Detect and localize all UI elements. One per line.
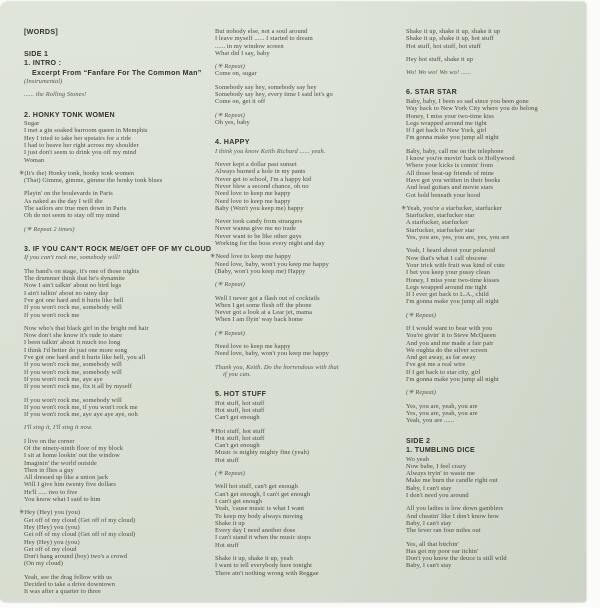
- lyric-line: Hot stuff: [215, 456, 239, 464]
- lyric-line: You know what I said to him: [24, 496, 101, 504]
- lyric-line: Oh yes, baby: [215, 118, 250, 126]
- lyric-line: Need love to keep me happy: [215, 197, 291, 205]
- lyric-line: Starfucker, starfucker star: [406, 226, 475, 234]
- lyric-block: [406, 88, 584, 141]
- lyric-line: Hot stuff: [215, 541, 239, 549]
- lyric-line: Wo yeah: [406, 455, 430, 463]
- lyric-block: [24, 397, 202, 419]
- lyric-line: I know you're movin' back to Hollywood: [406, 155, 515, 163]
- lyric-line: But nobody else, not a soul around: [215, 28, 308, 35]
- lyric-line: Get off of my cloud (Get off of my cloud): [24, 516, 136, 524]
- lyric-block: [215, 112, 393, 127]
- lyric-line: Starfucker, starfucker star: [406, 212, 475, 220]
- lyric-line: Honey, I miss your two-time kiss: [406, 112, 494, 120]
- lyric-line: If you won't rock me, fix it all by myself: [24, 383, 132, 391]
- lyric-block: [24, 574, 202, 596]
- lyric-block: [406, 541, 584, 570]
- section-heading: 5. HOT STUFF: [215, 390, 267, 399]
- lyric-line: Now don't she know it's rude to stare: [24, 332, 123, 340]
- lyric-line: Will I give him twenty five dollars: [24, 481, 116, 489]
- lyric-line: Somebody say hey, somebody say hey: [215, 83, 317, 91]
- lyric-line: Now who's that black girl in the bright red hair: [24, 324, 149, 332]
- direction-line: (✳ Repeat 2 times): [24, 225, 75, 233]
- lyric-line: Can't get enough, I can't get enough: [215, 490, 311, 498]
- section-heading: 6. STAR STAR: [406, 88, 458, 97]
- lyric-line: And cheatin' like I don't know how: [406, 512, 500, 520]
- lyrics-sheet: [0, 2, 586, 602]
- lyric-line: Need love to keep me happy: [215, 343, 291, 350]
- lyric-line: Make me burn the candle right out: [406, 477, 498, 485]
- section-heading: 1. INTRO :: [24, 59, 62, 67]
- direction-line: I think you know Keith Richard ...... yeah.: [215, 147, 326, 155]
- lyric-block: [24, 424, 202, 431]
- lyric-block: [406, 28, 584, 50]
- lyric-line: I've got me a real wire: [406, 361, 466, 369]
- column-1: [19, 28, 212, 602]
- section-heading: SIDE 2: [406, 436, 431, 445]
- lyric-line: Hot stuff, hot stuff: [215, 434, 265, 442]
- lyric-line: Never blew a second chance, oh no: [215, 182, 309, 190]
- lyric-block: [215, 555, 393, 577]
- lyric-line: We oughta do the silver screen: [406, 346, 488, 354]
- lyric-line: Never kept a dollar past sunset: [215, 161, 297, 169]
- lyric-line: If you won't rock me, aye aye aye aye, ooh: [24, 411, 138, 419]
- lyric-block: [215, 84, 393, 106]
- lyric-line: Your trick with fruit was kind of cute: [406, 261, 505, 269]
- lyric-line: All you ladies is low down gamblers: [406, 505, 504, 513]
- lyric-line: If you won't rock me, somebody will: [24, 361, 122, 369]
- lyric-block: [24, 438, 202, 504]
- lyric-line: Has got my poor ear itchin': [406, 547, 479, 555]
- lyric-line: Don't hang around (boy) two's a crowd: [24, 553, 128, 561]
- lyric-line: All those beat-up friends of mine: [406, 169, 494, 177]
- lyric-block: [215, 343, 393, 358]
- lyric-line: Hot stuff, hot stuff: [215, 399, 265, 407]
- lyric-block: [215, 138, 393, 155]
- direction-line: (✳ Repeat): [215, 281, 245, 289]
- lyric-line: You're givin' it to Steve McQueen: [406, 332, 496, 340]
- lyric-line: Decided to take a drive downtown: [24, 581, 116, 589]
- lyric-block: [215, 295, 393, 324]
- lyric-line: If you won't rock me: [24, 311, 80, 319]
- lyric-line: Music is mighty mighty fine (yeah): [215, 449, 310, 457]
- lyric-line: Come on, sugar: [215, 70, 257, 78]
- lyric-line: Legs wrapped around me tight: [406, 283, 487, 291]
- lyric-line: ...... in my window screen: [215, 42, 284, 50]
- lyric-block: [406, 389, 584, 396]
- lyric-line: Yes, you are, yeah, you are: [406, 402, 478, 410]
- lyric-line: And get away, as far away: [406, 354, 476, 362]
- lyric-line: Never took candy from strangers: [215, 218, 303, 226]
- lyric-line: Where your kicks is comin' from: [406, 162, 494, 170]
- lyric-line: Yeah, you are ......: [406, 417, 455, 425]
- lyric-line: I sit at home lookin' out the window: [24, 452, 120, 460]
- lyrics-columns: [0, 2, 586, 602]
- direction-line: (✳ Repeat): [406, 389, 436, 397]
- lyric-line: Every day I need another dose: [215, 527, 296, 535]
- lyric-block: [406, 56, 584, 63]
- lyric-line: To keep my body always moving: [215, 512, 303, 520]
- lyric-line: I had to heave her right across my shoulder: [24, 141, 139, 149]
- lyric-line: Now that's what I call obscene: [406, 254, 487, 262]
- lyric-line: I'm gonna make you jump all night: [406, 298, 499, 306]
- lyric-line: Way back to New York City where you do belong: [406, 105, 538, 113]
- lyric-block: [24, 244, 212, 262]
- lyric-line: I think I'd better do just one more song: [24, 346, 128, 354]
- lyric-line: I been talkin' about it much too long: [24, 339, 121, 347]
- lyric-line: ✳Yeah, you're a starfucker, starfucker: [401, 204, 502, 212]
- lyric-line: I just don't seem to drink you off my mind: [24, 149, 137, 157]
- lyric-line: Somebody say hey, every time I said let's go: [215, 91, 333, 99]
- lyric-line: ✳Hey (Hey) you (you): [19, 509, 81, 517]
- lyric-line: Get off of my cloud: [24, 545, 77, 553]
- lyric-block: [24, 50, 202, 86]
- lyric-block: [215, 330, 393, 337]
- lyric-line: Now babe, I feel crazy: [406, 462, 467, 470]
- lyric-line: ✳(It's the) Honky tonk, honky tonk women: [19, 169, 135, 177]
- lyric-line: Yes, all that bitchin': [406, 540, 459, 548]
- lyric-block: [19, 169, 202, 185]
- section-heading: 1. TUMBLING DICE: [406, 446, 476, 455]
- lyric-line: Yes, you are, yes, you are, yes, you are: [406, 234, 510, 242]
- lyric-block: [24, 28, 202, 38]
- section-heading: 2. HONKY TONK WOMEN: [24, 110, 115, 119]
- lyric-line: Then in flies a guy: [24, 466, 74, 474]
- lyric-block: [24, 190, 202, 219]
- lyric-line: If you won't rock me, aye aye: [24, 375, 103, 383]
- lyric-block: [401, 204, 584, 242]
- lyric-block: [215, 364, 393, 379]
- direction-line: (✳ Repeat): [215, 63, 245, 71]
- lyric-line: Hey hot stuff, shake it up: [406, 55, 474, 63]
- lyric-line: I'm gonna make you jump all night: [406, 134, 499, 142]
- column-2: [210, 28, 393, 602]
- lyric-line: It was after a quarter to three: [24, 588, 101, 596]
- lyric-line: Yeah, see the drag fellow with us: [24, 573, 113, 581]
- lyric-line: Sugar: [24, 120, 40, 128]
- lyric-block: [24, 226, 202, 233]
- lyric-line: Hot stuff, hot stuff: [215, 406, 265, 414]
- lyric-block: [215, 218, 393, 247]
- lyric-line: The fever ran four miles out: [406, 527, 481, 535]
- lyric-line: And you and me made a fair pair: [406, 339, 494, 347]
- lyric-line: Well hot stuff, can't get enough: [215, 483, 298, 491]
- lyric-line: I've got one hard and it hurts like hell: [24, 296, 124, 304]
- lyric-block: [215, 483, 393, 549]
- lyric-line: Get off of my cloud (Get off of my cloud): [24, 531, 136, 539]
- section-heading: 3. IF YOU CAN'T ROCK ME/GET OFF OF MY CLOUD: [24, 244, 212, 253]
- lyric-block: [24, 325, 202, 391]
- lyric-line: Hey (Hey) you (you): [24, 538, 80, 546]
- lyric-line: Playin' on the boulevards in Paris: [24, 190, 113, 198]
- lyric-line: Don't you know the deuce is still wild: [406, 555, 507, 563]
- lyric-line: A starfucker, starfucker: [406, 219, 469, 227]
- lyric-line: I leave myself ...... I started to dream: [215, 35, 313, 43]
- lyric-block: [406, 505, 584, 534]
- lyric-line: I ain't talkin' about no rainy day: [24, 289, 109, 297]
- lyric-line: Always tryin' to waste me: [406, 470, 475, 478]
- lyric-block: [215, 161, 393, 212]
- lyric-line: Never get to school, I'm a happy kid: [215, 175, 312, 183]
- lyric-line: If I get back to New York, girl: [406, 127, 487, 135]
- section-heading: [WORDS]: [24, 28, 59, 36]
- lyric-line: Woman: [24, 156, 45, 164]
- lyric-line: Need love, baby, won't you keep me happy: [215, 350, 329, 358]
- lyric-line: There ain't nothing wrong with Reggae: [215, 569, 319, 577]
- direction-line: (Instrumental): [24, 78, 63, 85]
- lyric-line: And lead guitars and movie stars: [406, 184, 494, 192]
- direction-line: Thank you, Keith. Do the horrendous with that: [215, 363, 339, 371]
- direction-line: (✳ Repeat): [406, 311, 436, 319]
- lyric-line: Baby, I can't stay: [406, 519, 452, 527]
- lyric-block: [406, 247, 584, 305]
- lyric-line: Always burned a hole in my pants: [215, 168, 306, 176]
- lyric-line: Got hold beneath your hood: [406, 191, 481, 199]
- section-heading: 4. HAPPY: [215, 138, 250, 147]
- lyric-block: [406, 69, 584, 76]
- direction-line: I'll sing it, I'll sing it now.: [24, 424, 93, 432]
- lyric-line: Oh do not seem to stay off my mind: [24, 212, 120, 220]
- direction-line: Wo! Wo wo! Wo wo! ......: [406, 69, 472, 77]
- lyric-line: Hot stuff, hot stuff, hot stuff: [406, 42, 481, 50]
- lyric-line: I'm gonna make you jump all night: [406, 376, 499, 384]
- lyric-line: He'll ..... two to five: [24, 488, 78, 496]
- lyric-line: (That) Gimme, gimme, gimme the honky tonk blues: [24, 177, 163, 185]
- lyric-line: Baby, baby, I been so sad since you been gone: [406, 97, 529, 105]
- lyric-line: I don't need you around: [406, 492, 469, 500]
- lyric-line: I can't stand it when the music stops: [215, 534, 311, 542]
- lyric-line: Baby, I can't stay: [406, 484, 452, 492]
- lyric-block: [215, 28, 393, 57]
- lyric-line: Never wanna give me no trade: [215, 225, 297, 233]
- lyric-line: ✳Need love to keep me happy: [210, 253, 291, 261]
- lyric-line: Hey I tried to take her upstairs for a ride: [24, 134, 132, 142]
- lyric-line: Never want to be like other guys: [215, 232, 302, 240]
- lyric-block: [210, 427, 393, 464]
- lyric-line: What did I say, baby: [215, 49, 270, 57]
- lyric-block: [215, 470, 393, 477]
- column-3: [401, 28, 584, 602]
- lyric-line: (On my cloud): [24, 560, 63, 568]
- lyric-line: If you won't rock me, if you won't rock me: [24, 403, 138, 411]
- lyric-line: Baby, baby, call me on the telephone: [406, 147, 504, 155]
- lyric-line: Now I ain't talkin' about no bird legs: [24, 282, 122, 290]
- lyric-line: When I am flyin' way back home: [215, 316, 303, 324]
- section-heading: SIDE 1: [24, 49, 49, 58]
- lyric-line: Yeah, I heard about your polaroid: [406, 247, 496, 255]
- lyric-line: Yes, you are, yeah, you are: [406, 409, 478, 417]
- lyric-line: Honey, I miss your two-time kisses: [406, 276, 500, 284]
- lyric-line: Need love, baby, won't you keep me happy: [215, 260, 329, 268]
- lyric-line: Hey (Hey) you (you): [24, 523, 80, 531]
- lyric-line: Baby (Won't you keep me) happy: [215, 204, 304, 212]
- lyric-line: The drummer think that he's dynamite: [24, 275, 126, 283]
- lyric-line: I want to tell everybody here tonight: [215, 562, 313, 570]
- lyric-line: All dressed up like a union jack: [24, 474, 109, 482]
- lyric-block: [406, 403, 584, 425]
- lyric-line: Shake it up: [215, 519, 245, 527]
- direction-line: (✳ Repeat): [215, 470, 245, 478]
- lyric-line: As naked as the day I will die: [24, 197, 103, 205]
- direction-line: ...... the Rolling Stones!: [24, 91, 87, 99]
- lyric-line: Shake it up, shake it up, yeah: [215, 555, 293, 563]
- lyric-line: Imaginin' the world outside: [24, 459, 97, 467]
- lyric-line: Shake it up, shake it up, hot stuff: [406, 35, 494, 43]
- lyric-line: Need love to keep me happy: [215, 190, 291, 198]
- lyric-line: If you won't rock me, somebody will: [24, 304, 122, 312]
- lyric-block: [215, 390, 393, 421]
- direction-line: (✳ Repeat): [215, 111, 245, 119]
- lyric-line: The band's on stage, it's one of those nights: [24, 267, 140, 275]
- lyric-line: (Baby, won't you keep me) Happy: [215, 267, 306, 275]
- lyric-line: Have got you written in their books: [406, 176, 501, 184]
- lyric-line: I met a gin soaked barroom queen in Memphis: [24, 127, 148, 135]
- lyric-line: The sailors are true men down in Paris: [24, 205, 127, 213]
- lyric-line: Legs wrapped around me tight: [406, 119, 487, 127]
- lyric-line: If you won't rock me, somebody will: [24, 396, 122, 404]
- lyric-block: [210, 253, 393, 275]
- lyric-block: [406, 312, 584, 319]
- lyric-line: Yeah, 'cause music is what I want: [215, 505, 305, 513]
- lyric-line: I can't get enough: [215, 497, 263, 505]
- lyric-line: I live on the corner: [24, 437, 75, 445]
- lyric-line: Well I never got a flash out of cocktails: [215, 294, 320, 302]
- lyric-line: Can't get enough: [215, 442, 260, 450]
- section-heading: Excerpt From “Fanfare For The Common Man”: [32, 68, 202, 77]
- lyric-block: [215, 281, 393, 288]
- lyric-line: I bet you keep your pussy clean: [406, 269, 491, 277]
- lyric-line: When I get some flesh off the phone: [215, 301, 312, 309]
- lyric-block: [24, 268, 202, 319]
- lyric-line: Can't get enough: [215, 414, 260, 422]
- lyric-block: [24, 111, 202, 164]
- direction-line: If you can't rock me, somebody will!: [24, 254, 121, 262]
- lyric-block: [406, 148, 584, 199]
- lyric-line: Never got a look at a Lear jet, mama: [215, 309, 313, 317]
- lyric-block: [19, 509, 202, 568]
- lyric-line: ✳Hot stuff, hot stuff: [210, 427, 265, 435]
- lyric-block: [406, 325, 584, 383]
- direction-line: (✳ Repeat): [215, 329, 245, 337]
- direction-line: if you can.: [223, 370, 251, 378]
- lyric-line: If I get back to star city, girl: [406, 368, 481, 376]
- lyric-line: Baby, I can't stay: [406, 562, 452, 570]
- lyric-line: Shake it up, shake it up, shake it up: [406, 28, 501, 35]
- lyric-line: Come on, get it off: [215, 98, 266, 106]
- lyric-line: If you won't rock me, somebody will: [24, 368, 122, 376]
- lyric-block: [24, 91, 202, 98]
- lyric-line: If I would want to bear with you: [406, 325, 493, 332]
- lyric-line: If I ever get back to L.A., child: [406, 291, 489, 299]
- lyric-line: Of the ninety-ninth floor of my block: [24, 444, 124, 452]
- lyric-block: [406, 437, 584, 500]
- lyric-block: [215, 63, 393, 78]
- lyric-line: I've got one hard and it hurts like hell, you all: [24, 354, 146, 362]
- lyric-line: Working for the boss every night and day: [215, 240, 325, 248]
